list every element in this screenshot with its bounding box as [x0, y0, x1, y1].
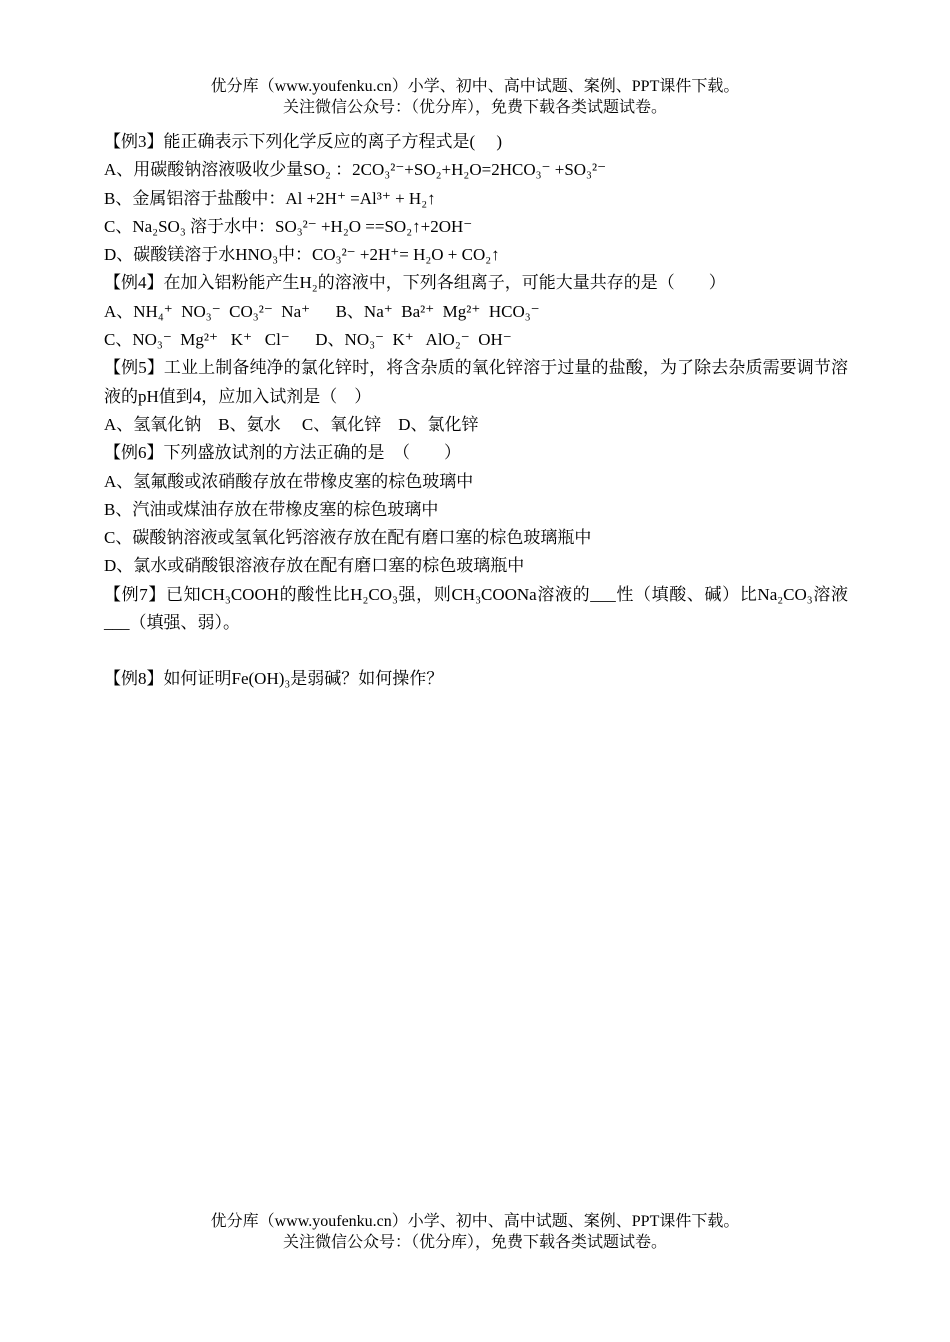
blank-gap: [104, 637, 848, 665]
question-content: [104, 128, 848, 694]
header-line-1: 优分库（www.youfenku.cn）小学、初中、高中试题、案例、PPT课件下载。: [210, 78, 740, 95]
question-6-option-c: C、碳酸钠溶液或氢氧化钙溶液存放在配有磨口塞的棕色玻璃瓶中: [104, 528, 592, 548]
question-3-stem: 【例3】能正确表示下列化学反应的离子方程式是( ): [104, 132, 503, 151]
question-3-option-a: A、用碳酸钠溶液吸收少量SO₂ ：2CO₃²⁻+SO₂+H₂O=2HCO₃⁻ +SO₃²⁻: [104, 160, 607, 180]
footer-line-2: 关注微信公众号：（优分库），免费下载各类试题试卷。: [282, 1234, 667, 1251]
question-5-options: A、氢氧化钠 B、氨水 C、氧化锌 D、氯化锌: [104, 414, 479, 434]
header-line-2: 关注微信公众号：（优分库），免费下载各类试题试卷。: [282, 99, 667, 116]
question-8-stem: 【例8】如何证明Fe(OH)₃是弱碱？如何操作？: [104, 669, 444, 689]
question-6-option-b: B、汽油或煤油存放在带橡皮塞的棕色玻璃中: [104, 499, 439, 519]
question-3-option-d: D、碳酸镁溶于水HNO₃中：CO₃²⁻ +2H⁺= H₂O + CO₂↑: [104, 245, 500, 265]
question-6-option-d: D、氯水或硝酸银溶液存放在配有磨口塞的棕色玻璃瓶中: [104, 556, 525, 576]
page-header: [0, 76, 950, 118]
page-footer: [0, 1211, 950, 1253]
footer-line-1: 优分库（www.youfenku.cn）小学、初中、高中试题、案例、PPT课件下载。: [210, 1213, 740, 1230]
question-3-option-b: B、金属铝溶于盐酸中：Al +2H⁺ =Al³⁺ + H₂↑: [104, 188, 436, 208]
question-7-stem: 【例7】已知CH₃COOH的酸性比H₂CO₃强，则CH₃COONa溶液的___性（填酸、碱）比Na₂CO₃溶液___（填强、弱）。: [104, 584, 848, 633]
question-4-stem: 【例4】在加入铝粉能产生H₂的溶液中，下列各组离子，可能大量共存的是（ ）: [104, 273, 726, 293]
question-4-options-ab: A、NH₄⁺ NO₃⁻ CO₃²⁻ Na⁺ B、Na⁺ Ba²⁺ Mg²⁺ HCO₃⁻: [104, 301, 540, 321]
question-6-option-a: A、氢氟酸或浓硝酸存放在带橡皮塞的棕色玻璃中: [104, 471, 474, 491]
question-6-stem: 【例6】下列盛放试剂的方法正确的是 （ ）: [104, 443, 461, 463]
question-3-option-c: C、Na₂SO₃ 溶于水中：SO₃²⁻ +H₂O ==SO₂↑+2OH⁻: [104, 216, 473, 236]
question-4-options-cd: C、NO₃⁻ Mg²⁺ K⁺ Cl⁻ D、NO₃⁻ K⁺ AlO₂⁻ OH⁻: [104, 330, 512, 350]
question-5-stem: 【例5】工业上制备纯净的氯化锌时，将含杂质的氧化锌溶于过量的盐酸，为了除去杂质需要调节溶液的pH值到4，应加入试剂是（ ）: [104, 358, 848, 406]
